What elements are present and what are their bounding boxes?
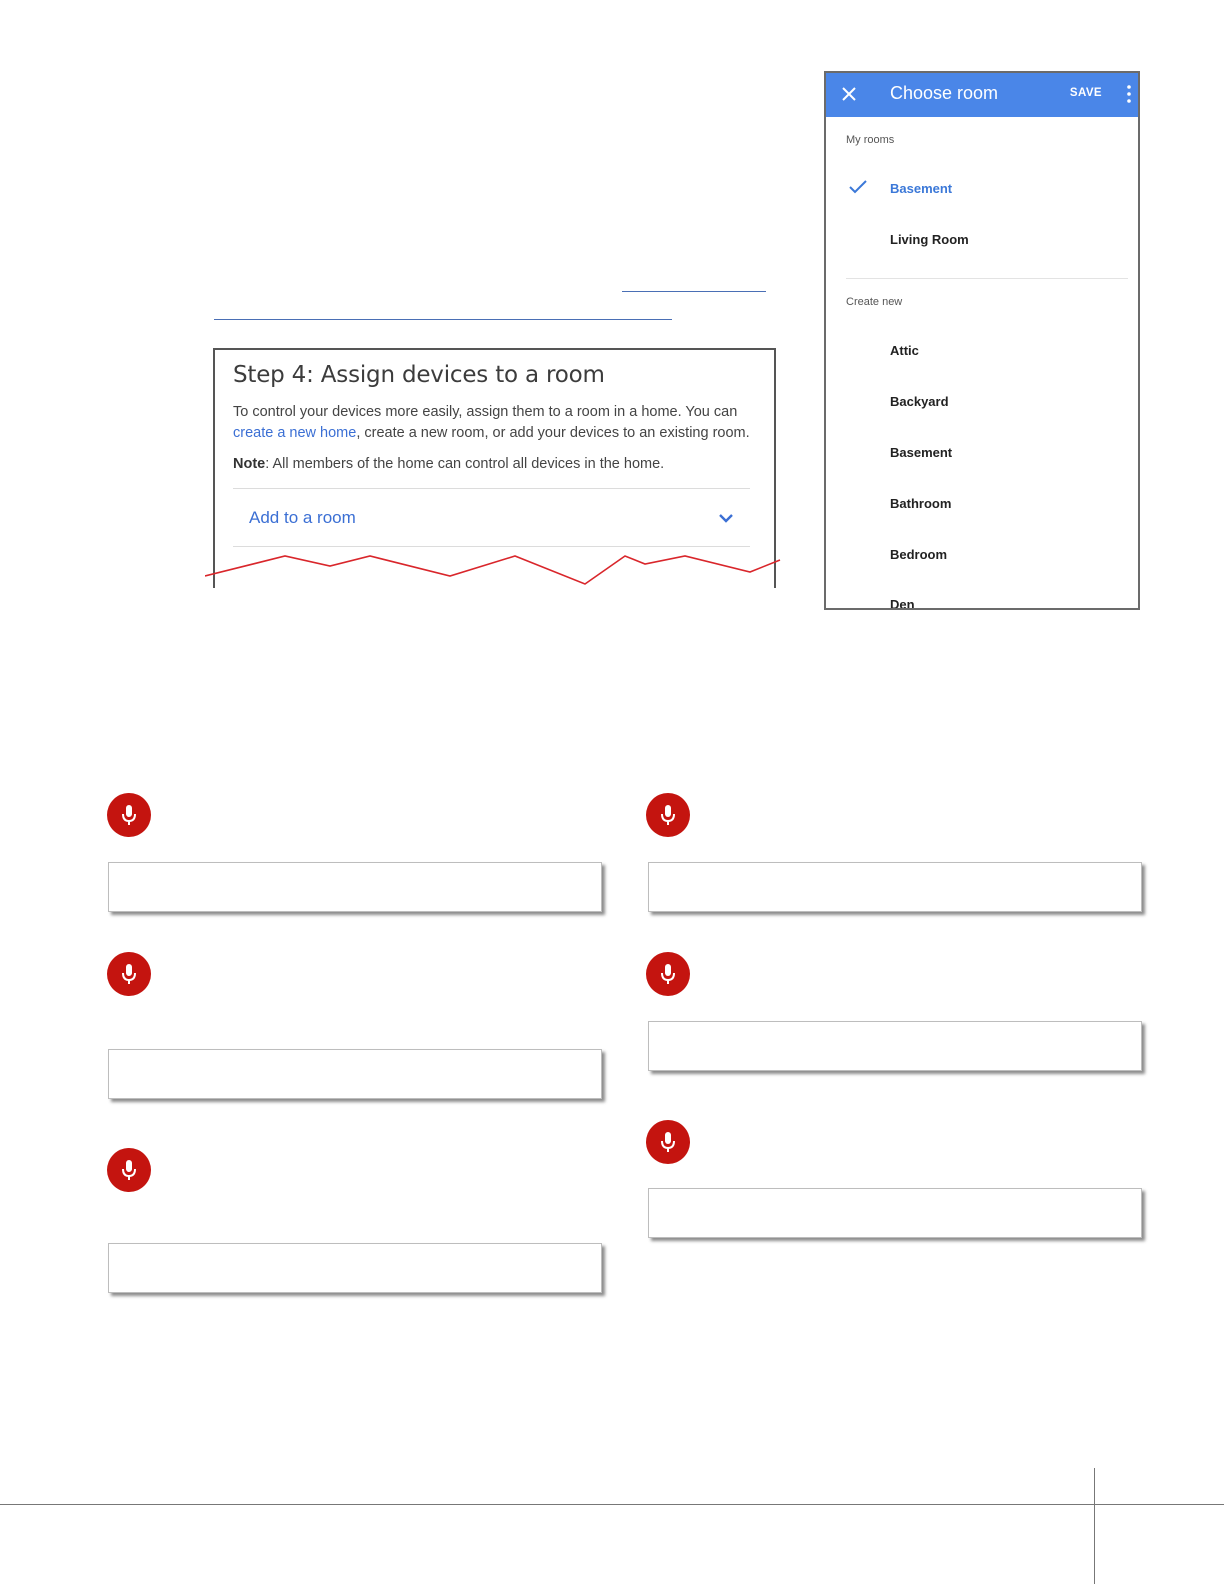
my-rooms-label: My rooms: [846, 134, 895, 146]
microphone-button[interactable]: [646, 952, 690, 996]
microphone-icon: [119, 962, 139, 986]
create-new-home-link[interactable]: create a new home: [233, 425, 357, 441]
step-title: Step 4: Assign devices to a room: [233, 362, 605, 388]
answer-field[interactable]: [108, 1243, 602, 1293]
torn-edge: [205, 548, 785, 590]
new-room-bathroom[interactable]: Bathroom: [890, 496, 952, 511]
microphone-button[interactable]: [646, 793, 690, 837]
divider: [233, 488, 750, 489]
microphone-button[interactable]: [107, 1148, 151, 1192]
microphone-button[interactable]: [107, 793, 151, 837]
answer-field[interactable]: [108, 1049, 602, 1099]
microphone-icon: [119, 1158, 139, 1182]
microphone-icon: [119, 803, 139, 827]
room-item-basement[interactable]: Basement: [890, 181, 953, 196]
step-description-text-1: To control your devices more easily, assign them to a room in a home. You can: [233, 404, 738, 420]
note-label: Note: [233, 456, 266, 472]
check-icon: [848, 179, 868, 195]
answer-field[interactable]: [648, 1188, 1142, 1238]
new-room-bedroom[interactable]: Bedroom: [890, 547, 948, 562]
link-underline-long: [214, 319, 672, 320]
new-room-basement[interactable]: Basement: [890, 445, 953, 460]
footer-divider: [1094, 1468, 1095, 1584]
answer-field[interactable]: [648, 862, 1142, 912]
app-bar: [826, 73, 1138, 117]
note-text: : All members of the home can control all devices in the home.: [265, 456, 665, 472]
microphone-button[interactable]: [646, 1120, 690, 1164]
step-note: [233, 456, 664, 472]
answer-field[interactable]: [108, 862, 602, 912]
footer-rule: [0, 1504, 1224, 1505]
divider: [233, 546, 750, 547]
new-room-backyard[interactable]: Backyard: [890, 394, 949, 409]
choose-room-panel: [824, 71, 1140, 610]
microphone-icon: [658, 1130, 678, 1154]
close-icon[interactable]: [840, 85, 858, 103]
panel-title: Choose room: [890, 83, 999, 103]
chevron-down-icon: [716, 508, 736, 528]
add-to-room-label: Add to a room: [249, 508, 356, 527]
microphone-icon: [658, 803, 678, 827]
divider: [846, 278, 1128, 279]
new-room-attic[interactable]: Attic: [890, 343, 919, 358]
microphone-icon: [658, 962, 678, 986]
step-description: [233, 402, 763, 444]
new-room-den[interactable]: Den: [890, 597, 915, 610]
room-item-living-room[interactable]: Living Room: [890, 232, 969, 247]
link-underline-short: [622, 291, 766, 292]
step-description-text-2: , create a new room, or add your devices to an existing room.: [356, 425, 750, 441]
add-to-room-dropdown[interactable]: [233, 490, 750, 546]
create-new-label: Create new: [846, 296, 903, 308]
answer-field[interactable]: [648, 1021, 1142, 1071]
more-vert-icon[interactable]: [1126, 84, 1132, 104]
save-button[interactable]: SAVE: [1069, 87, 1102, 99]
microphone-button[interactable]: [107, 952, 151, 996]
